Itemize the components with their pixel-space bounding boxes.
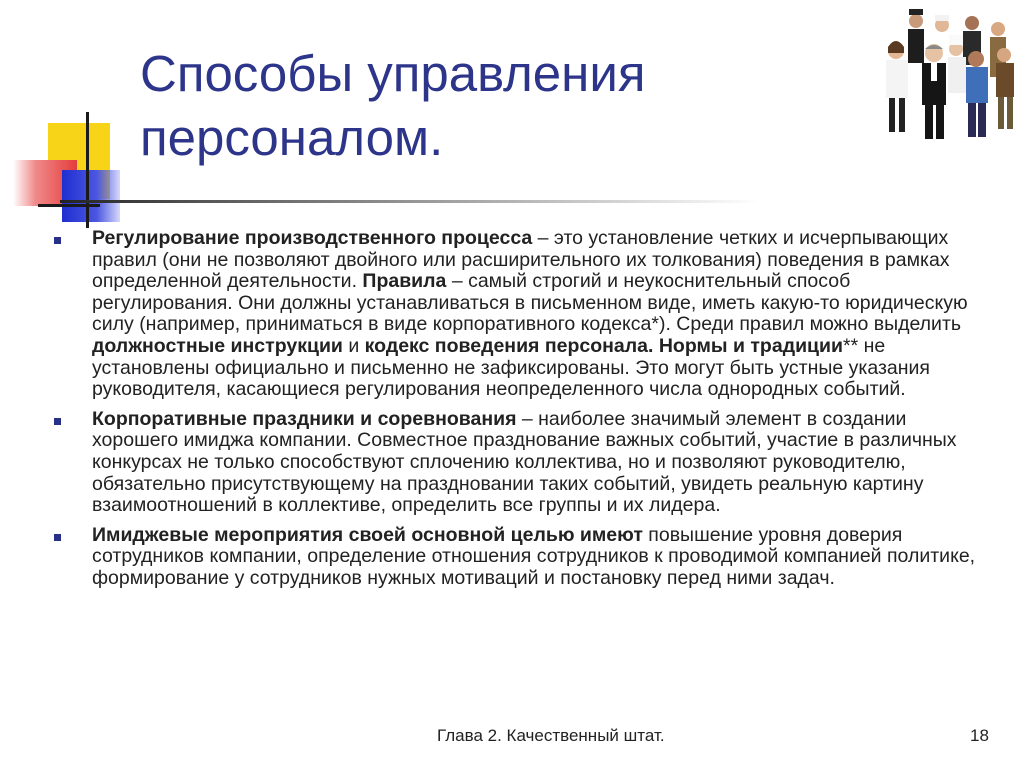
bullet-heading: Имиджевые мероприятия своей основной целью имеют xyxy=(92,523,643,546)
bold-term-job-instructions: должностные инструкции xyxy=(92,334,343,357)
bold-term-code-of-conduct: кодекс поведения персонала. Нормы и традиции xyxy=(364,334,844,357)
bullet-heading: Регулирование производственного процесса xyxy=(92,227,533,249)
bullet-item-regulation xyxy=(46,228,996,401)
bullet-text: ** не установлены официально и письменно не зафиксированы. Это могут быть устные указания руководителя, касающиеся регулирования неопределенного числа однородных событий. xyxy=(92,334,930,401)
decor-vertical-line xyxy=(86,112,89,228)
bullet-list xyxy=(46,228,996,598)
decor-blue-square xyxy=(62,170,120,222)
bullet-text: и xyxy=(342,334,365,357)
page-number: 18 xyxy=(970,726,989,745)
bullet-item-corporate-events xyxy=(46,409,996,517)
slide-title: Способы управления персоналом. xyxy=(140,45,646,166)
title-underline xyxy=(60,200,760,203)
bullet-text: повышение уровня доверия сотрудников компании, определение отношения сотрудников к проводимой компанией политике, формирование у сотрудников нужных мотиваций и постановку перед ними задач. xyxy=(92,523,976,589)
group-of-workers-image xyxy=(876,5,1020,145)
bullet-text: – это установление четких и исчерпывающих правил (они не позволяют двойного или расширительного их толкования) поведения в рамках определенной деятельности. xyxy=(92,227,950,293)
bullet-marker xyxy=(54,237,61,244)
decor-horizontal-line xyxy=(38,204,100,207)
bullet-item-image-events xyxy=(46,525,996,590)
footer-chapter: Глава 2. Качественный штат. xyxy=(437,726,665,745)
bullet-heading: Корпоративные праздники и соревнования xyxy=(92,407,517,430)
bullet-text: – наиболее значимый элемент в создании хорошего имиджа компании. Совместное празднование важных событий, участие в различных конкурсах не только способствуют сплочению коллектива, но и позволяют руководителю, обязательно присутствующему на праздновании таких событий, увидеть реальную картину взаимоотношений в коллективе, определить все группы и их лидера. xyxy=(92,407,957,517)
bullet-marker xyxy=(54,534,61,541)
bullet-marker xyxy=(54,418,61,425)
bold-term-rules: Правила xyxy=(362,270,447,293)
bullet-text: – самый строгий и неукоснительный способ регулирования. Они должны устанавливаться в письменном виде, иметь какую-то юридическую силу (например, приниматься в виде корпоративного кодекса*). Среди правил можно выделить xyxy=(92,270,968,336)
